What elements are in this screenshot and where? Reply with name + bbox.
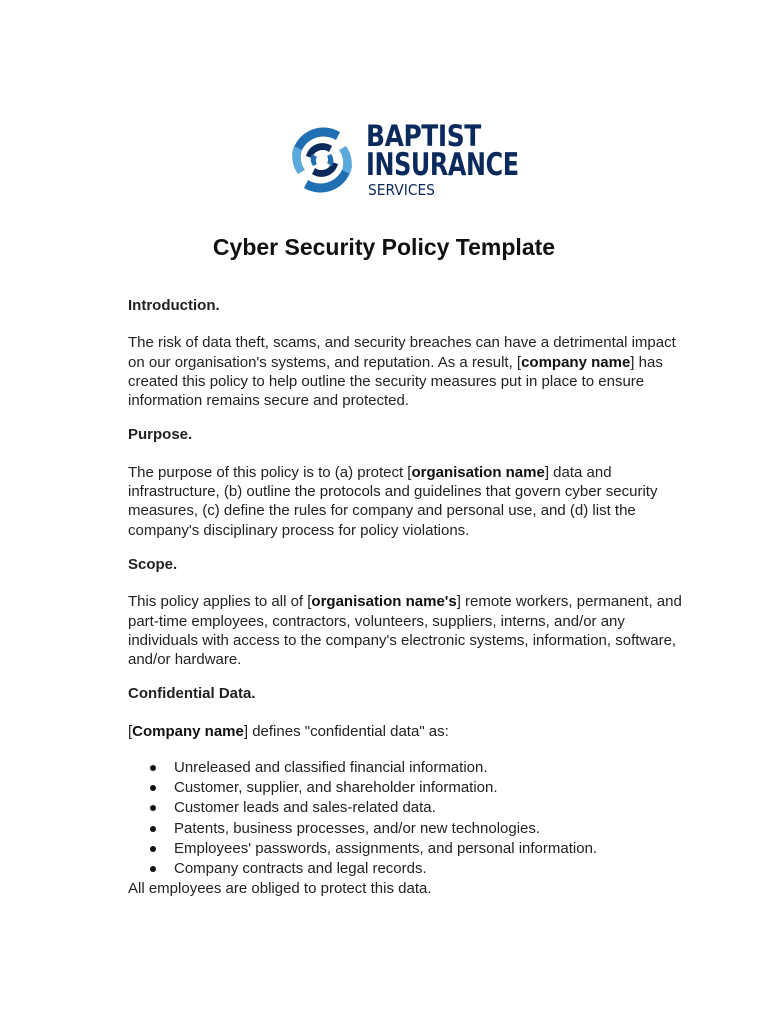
section-heading-scope: Scope. bbox=[128, 555, 178, 573]
list-item bbox=[128, 758, 688, 778]
purpose-paragraph bbox=[128, 463, 688, 540]
purpose-text-end: ] data and infrastructure, (b) outline the protocols and guidelines that govern cyber security measures, (c) define the rules for company and personal use, and (d) list the company's disciplinary process for policy violations. bbox=[128, 463, 658, 539]
list-item bbox=[128, 819, 688, 839]
purpose-text-start: The purpose of this policy is to (a) protect [ bbox=[128, 463, 412, 481]
logo-line-baptist: BAPTIST bbox=[366, 119, 481, 153]
bullet-icon bbox=[150, 866, 156, 872]
section-heading-introduction: Introduction. bbox=[128, 297, 220, 314]
list-item bbox=[128, 798, 688, 818]
section-heading-purpose: Purpose. bbox=[128, 426, 193, 444]
list-item-text: Patents, business processes, and/or new technologies. bbox=[174, 819, 541, 837]
section-heading-confidential-data: Confidential Data. bbox=[128, 685, 256, 703]
logo-line-services: SERVICES bbox=[368, 181, 435, 199]
document-title: Cyber Security Policy Template bbox=[212, 234, 556, 260]
placeholder-organisation-name: organisation name bbox=[411, 463, 545, 481]
swirl-logo-icon bbox=[284, 118, 364, 206]
list-item-text: Unreleased and classified financial information. bbox=[174, 759, 488, 777]
list-item-text: Company contracts and legal records. bbox=[174, 860, 427, 878]
list-item-text: Customer, supplier, and shareholder information. bbox=[174, 779, 498, 797]
logo-line-insurance: INSURANCE bbox=[366, 147, 519, 183]
confidential-closing-text: All employees are obliged to protect this data. bbox=[128, 880, 432, 898]
bullet-icon bbox=[150, 785, 156, 791]
introduction-paragraph bbox=[128, 333, 688, 410]
confidential-data-list bbox=[128, 758, 688, 879]
placeholder-company-name-2: Company name bbox=[132, 722, 244, 740]
placeholder-organisation-names: organisation name's bbox=[311, 593, 457, 611]
introduction-text-start: The risk of data theft, scams, and security breaches can have a detrimental impact on our organisation's systems, and reputation. As a result, [ bbox=[128, 334, 676, 371]
introduction-text-end: ] has created this policy to help outline the security measures put in place to ensure information remains secure and protected. bbox=[128, 353, 663, 410]
bullet-icon bbox=[150, 846, 156, 852]
placeholder-company-name: company name bbox=[521, 353, 631, 371]
bullet-icon bbox=[150, 765, 156, 771]
list-item bbox=[128, 839, 688, 859]
confidential-text-end: ] defines "confidential data" as: bbox=[243, 722, 449, 740]
company-logo bbox=[284, 118, 524, 206]
list-item bbox=[128, 859, 688, 879]
list-item-text: Employees' passwords, assignments, and personal information. bbox=[174, 839, 598, 857]
confidential-intro-paragraph bbox=[128, 722, 688, 741]
list-item-text: Customer leads and sales-related data. bbox=[174, 799, 436, 817]
confidential-text-open: [ bbox=[128, 722, 133, 740]
bullet-icon bbox=[150, 805, 156, 811]
bullet-icon bbox=[150, 826, 156, 832]
scope-text-end: ] remote workers, permanent, and part-time employees, contractors, volunteers, suppliers, interns, and/or any individuals with access to the company's electronic systems, information, software, and/or hardware. bbox=[128, 593, 682, 669]
scope-paragraph bbox=[128, 592, 688, 669]
scope-text-start: This policy applies to all of [ bbox=[128, 593, 312, 611]
document-body bbox=[128, 296, 688, 899]
list-item bbox=[128, 778, 688, 798]
